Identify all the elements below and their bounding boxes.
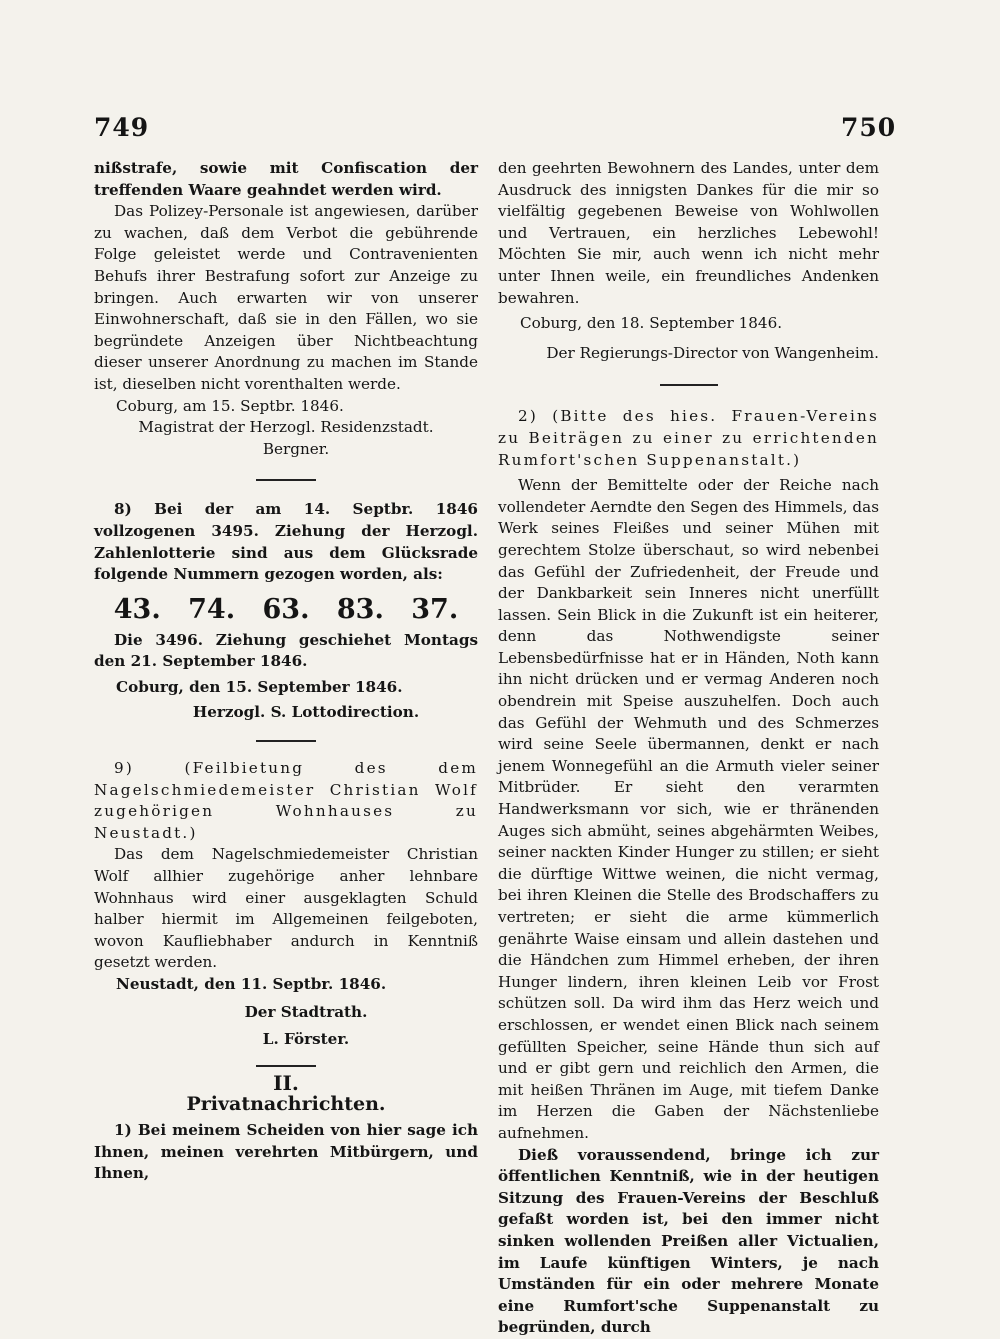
signature-foerster: L. Förster. <box>262 1030 350 1049</box>
dateline-coburg-15: Coburg, am 15. Septbr. 1846. <box>116 396 344 415</box>
dateline-neustadt: Neustadt, den 11. Septbr. 1846. <box>116 975 387 993</box>
paragraph-next-drawing: Die 3496. Ziehung geschiehet Montags den 21. September 1846. <box>94 630 478 671</box>
signature-stadtrath: Der Stadtrath. <box>244 1002 368 1021</box>
section-number: II. <box>273 1070 299 1095</box>
signature-lottodirection: Herzogl. S. Lottodirection. <box>192 703 420 722</box>
paragraph-bemittelte: Wenn der Bemittelte oder der Reiche nach vollendeter Aerndte den Segen des Himmels, das Werk seines Fleißes und seiner Mühen mit gerechtem Stolze überschaut, so wird nebenbei das Gefühl der Zufriedenheit, der Freude und der Dankbarkeit sein Inneres nicht unerfüllt lassen. Sein Blick in die Zukunft ist ein heiterer, denn das Nothwendigste seiner Lebensbedürfnisse hat er in Händen, Noth kann ihn nicht drücken und er vermag Anderen noch obendrein mit Speise auszuhelfen. Doch auch das Gefühl der Wehmuth und des Schmerzes wird seine Seele übermannen, denkt er nach jenem Wonnegefühl an die Armuth vieler seiner Mitbrüder. Er sieht den verarmten Handwerksmann vor sich, wie er thränenden Auges sich abmüht, seines abgehärmten Weibes, seiner nackten Kinder Hunger zu stillen; er sieht die dürftige Wittwe weinen, die nicht vermag, bei ihren Kleinen die Stelle des Brodschaffers zu vertreten; er sieht die arme kümmerlich genährte Waise einsam und allein dastehen und die Händchen zum Himmel erheben, der ihren Hunger lindern, ihren kleinen Leib vor Frost schützen soll. Da wird ihm das Herz weich und erschlossen, er wendet einen Blick nach seinem gefüllten Speicher, seine Hände thun sich auf und er gibt gern und reichlich den Armen, die mit heißen Thränen im Auge, mit tiefem Danke im Herzen die Gaben der Nächstenliebe aufnehmen. <box>498 476 879 1142</box>
heading-frauen-verein: 2) (Bitte des hies. Frauen-Vereins zu Beiträgen zu einer zu errichtenden Rumfort'schen Suppenanstalt.) <box>498 407 879 469</box>
paragraph-police: Das Polizey-Personale ist angewiesen, darüber zu wachen, daß dem Verbot die gebührende Folge geleistet werde und Contravenienten Behufs ihrer Bestrafung sofort zur Anzeige zu bringen. Auch erwarten wir von unserer Einwohnerschaft, daß sie in den Fällen, wo sie begründete Anzeigen über Nichtbeachtung dieser unserer Anordnung zu machen im Stande ist, dieselben nicht vorenthalten werde. <box>94 202 478 393</box>
page-number-left: 749 <box>94 113 150 142</box>
paragraph-farewell-start: 1) Bei meinem Scheiden von hier sage ich Ihnen, meinen verehrten Mitbürgern, und Ihnen, <box>94 1120 478 1183</box>
dateline-coburg-15-sept: Coburg, den 15. September 1846. <box>116 677 403 696</box>
paragraph-suppenanstalt: Dieß voraussendend, bringe ich zur öffentlichen Kenntniß, wie in der heutigen Sitzung des Frauen-Vereins der Beschluß gefaßt worden ist, bei den immer nicht sinken wollenden Preißen aller Victualien, im Laufe künftigen Winters, je nach Umständen für ein oder mehrere Monate eine Rumfort'sche Suppenanstalt zu begründen, durch <box>498 1145 879 1337</box>
paragraph-continuation: nißstrafe, sowie mit Confiscation der treffenden Waare geahndet werden wird. <box>94 159 478 199</box>
signature-magistrat: Magistrat der Herzogl. Residenzstadt. <box>138 418 434 437</box>
signature-bergner: Bergner. <box>262 439 330 458</box>
section-divider <box>256 479 316 481</box>
section-divider <box>256 1065 316 1067</box>
paragraph-wohnhaus: Das dem Nagelschmiedemeister Christian Wolf allhier zugehörige anher lehnbare Wohnhaus wird einer ausgeklagten Schuld halber hiermit im Allgemeinen feilgeboten, wovon Kaufliebhaber andurch in Kenntniß gesetzt werden. <box>94 845 478 972</box>
section-title: Privatnachrichten. <box>186 1093 386 1116</box>
page-number-right: 750 <box>841 113 897 142</box>
dateline-coburg-18: Coburg, den 18. September 1846. <box>520 314 783 333</box>
section-divider <box>660 384 718 386</box>
paragraph-lottery: 8) Bei der am 14. Septbr. 1846 vollzogenen 3495. Ziehung der Herzogl. Zahlenlotterie sind aus dem Glücksrade folgende Nummern gezogen worden, als: <box>94 500 478 584</box>
lottery-numbers: 43. 74. 63. 83. 37. <box>113 593 459 625</box>
left-column <box>94 158 478 1185</box>
right-column <box>498 158 879 1339</box>
paragraph-farewell-end: den geehrten Bewohnern des Landes, unter dem Ausdruck des innigsten Dankes für die mir so vielfältig gegebenen Beweise von Wohlwollen und Vertrauen, ein herzliches Lebewohl! Möchten Sie mir, auch wenn ich nicht mehr unter Ihnen weile, ein freundliches Andenken bewahren. <box>498 159 879 307</box>
heading-feilbietung: 9) (Feilbietung des dem Nagelschmiedemeister Christian Wolf zugehörigen Wohnhauses zu Neustadt.) <box>94 759 478 842</box>
section-divider <box>256 740 316 742</box>
signature-regierungs-director: Der Regierungs-Director von Wangenheim. <box>546 343 879 362</box>
